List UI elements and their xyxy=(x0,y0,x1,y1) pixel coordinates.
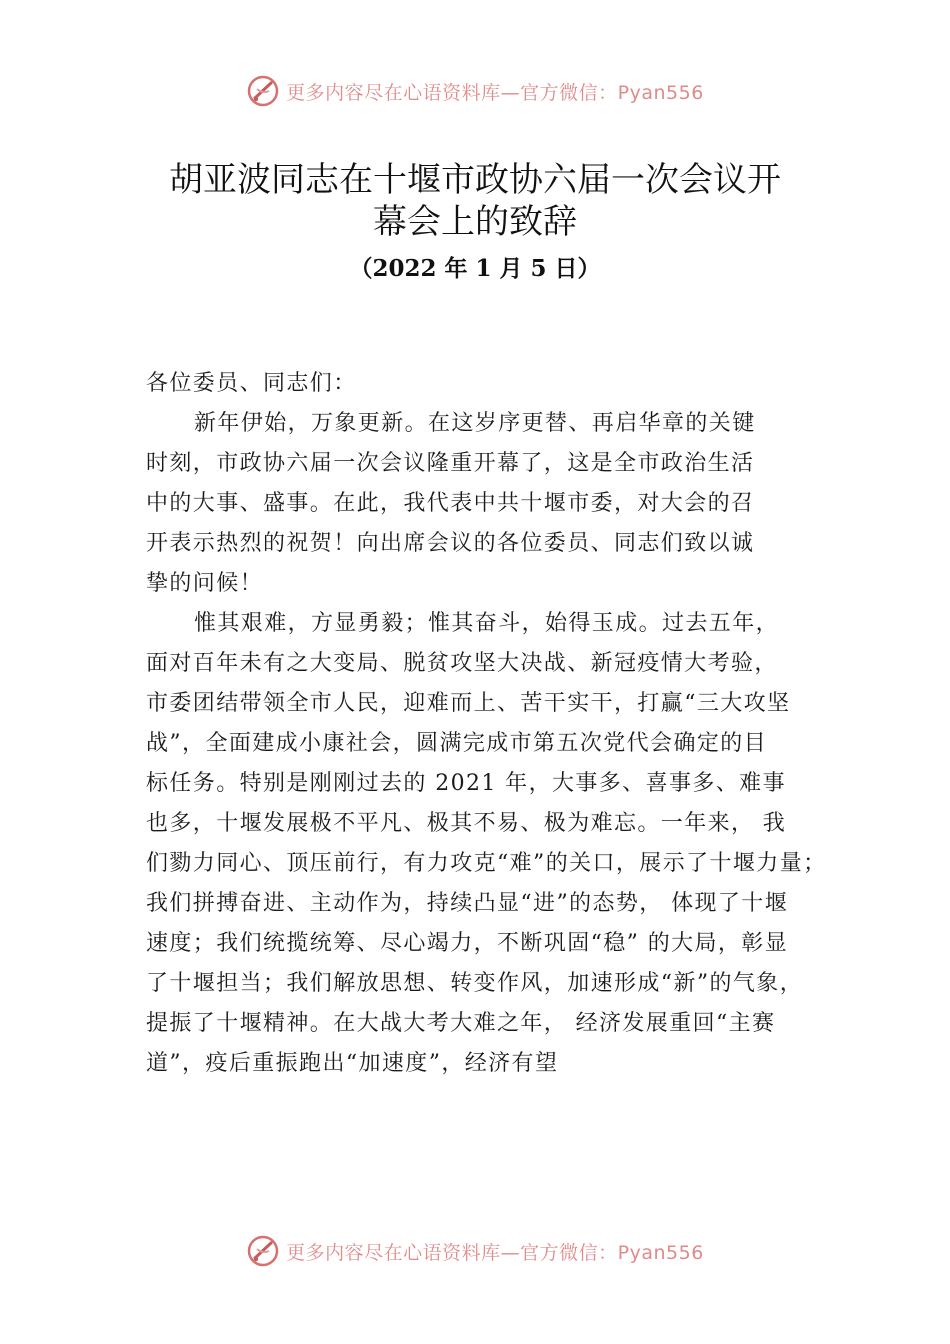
paragraph-line: 们勠力同心、顶压前行，有力攻克“难”的关口，展示了十堰力量； xyxy=(146,851,827,876)
document-date: （2022 年 1 月 5 日） xyxy=(349,255,601,282)
paragraph-line: 也多，十堰发展极不平凡、极其不易、极为难忘。一年来， 我 xyxy=(146,811,787,836)
paragraph-line: 时刻，市政协六届一次会议隆重开幕了，这是全市政治生活 xyxy=(146,451,755,476)
watermark-text: 更多内容尽在心语资料库—官方微信：Pyan556 xyxy=(286,81,704,104)
brush-logo-icon xyxy=(246,1234,280,1268)
paragraph-line: 新年伊始，万象更新。在这岁序更替、再启华章的关键 xyxy=(194,411,756,436)
paragraph-line: 面对百年未有之大变局、脱贫攻坚大决战、新冠疫情大考验， xyxy=(146,651,778,676)
paragraph-line: 了十堰担当；我们解放思想、转变作风，加速形成“新”的气象， xyxy=(146,971,804,996)
paragraph-line: 我们拼搏奋进、主动作为，持续凸显“进”的态势， 体现了十堰 xyxy=(146,891,789,916)
salutation: 各位委员、同志们： xyxy=(146,371,357,396)
paragraph-line: 道”，疫后重振跑出“加速度”，经济有望 xyxy=(146,1051,559,1076)
paragraph-line: 挚的问候！ xyxy=(146,571,264,596)
paragraph-line: 市委团结带领全市人民，迎难而上、苦干实干，打赢“三大攻坚 xyxy=(146,691,791,716)
watermark-text: 更多内容尽在心语资料库—官方微信：Pyan556 xyxy=(286,1241,704,1264)
watermark-footer xyxy=(0,1234,950,1268)
brush-logo-icon xyxy=(246,74,280,108)
document-body xyxy=(146,364,836,1084)
document-title-line1: 胡亚波同志在十堰市政协六届一次会议开 xyxy=(169,160,781,200)
paragraph-line: 标任务。特别是刚刚过去的 2021 年，大事多、喜事多、难事 xyxy=(146,771,786,796)
watermark-header xyxy=(0,74,950,108)
paragraph-line: 速度；我们统揽统筹、尽心竭力，不断巩固“稳” 的大局，彰显 xyxy=(146,931,789,956)
paragraph-line: 惟其艰难，方显勇毅；惟其奋斗，始得玉成。过去五年， xyxy=(194,611,780,636)
document-title-line2: 幕会上的致辞 xyxy=(373,202,577,242)
paragraph-line: 中的大事、盛事。在此，我代表中共十堰市委，对大会的召 xyxy=(146,491,755,516)
paragraph-line: 提振了十堰精神。在大战大考大难之年， 经济发展重回“主赛 xyxy=(146,1011,776,1036)
paragraph-line: 战”，全面建成小康社会，圆满完成市第五次党代会确定的目 xyxy=(146,731,768,756)
paragraph-line: 开表示热烈的祝贺！向出席会议的各位委员、同志们致以诚 xyxy=(146,531,755,556)
